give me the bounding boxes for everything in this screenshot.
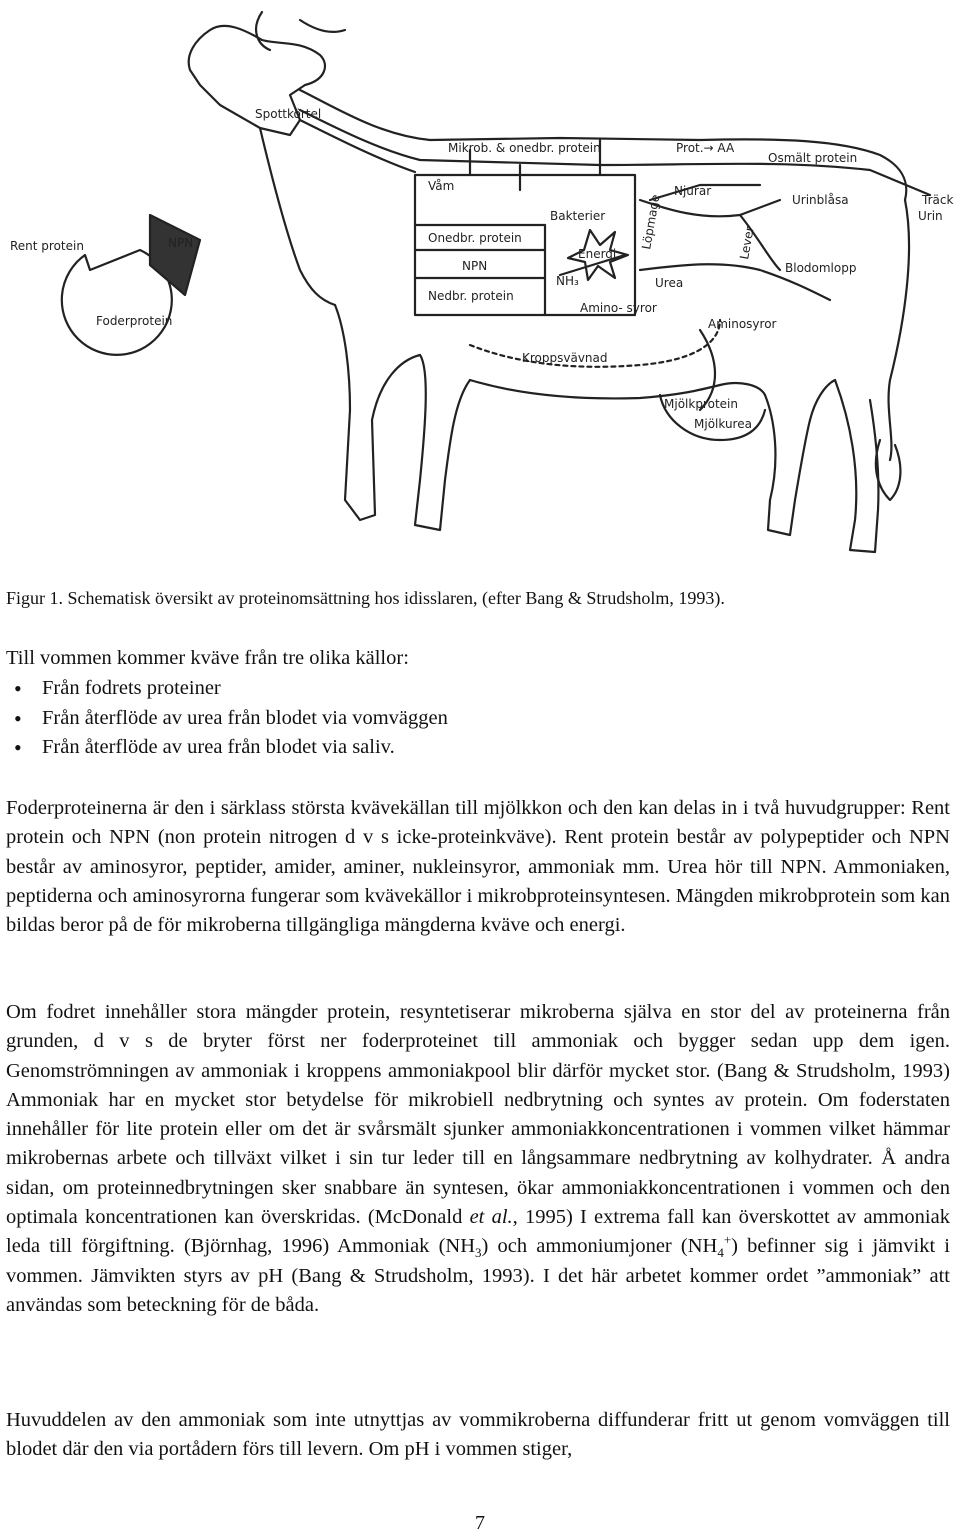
p2-text-b: , 1995) I extrema fall kan överskottet av ammoniak leda till förgiftning. (Björnhag, 1996) Ammoniak (NH	[6, 1206, 950, 1258]
p2-etal: et al.	[469, 1206, 513, 1229]
list-item: • Från återflöde av urea från blodet via saliv.	[6, 733, 448, 763]
label-npn: NPN	[462, 259, 488, 273]
horn-left	[256, 12, 270, 50]
label-nedbr: Nedbr. protein	[428, 289, 514, 303]
label-blodomlopp: Blodomlopp	[785, 261, 857, 275]
label-onedbr: Onedbr. protein	[428, 231, 522, 245]
cow-back	[300, 90, 906, 200]
cow-belly	[470, 380, 720, 398]
paragraph-foderprotein: Foderproteinerna är den i särklass största kvävekällan till mjölkkon och den kan delas in i två huvudgrupper: Rent protein och NPN (non protein nitrogen d v s icke-proteinkväve). Rent protein består av polypeptider och NPN består av aminosyror, peptider, amider, aminer, nukleinsyror, ammoniak mm. Urea hör till NPN. Ammoniaken, peptiderna och aminosyrorna fungerar som kvävekällor i mikrobproteinsyntesen. Mängden mikrobprotein som kan bildas beror på de för mikroberna tillgängliga mängderna kväve och energi.	[6, 797, 950, 937]
label-npn-pie: NPN	[168, 236, 194, 250]
p2-sub3: 3	[475, 1245, 482, 1261]
label-energi: Energi	[578, 247, 617, 261]
pie-npn-slice	[150, 215, 200, 295]
label-urin: Urin	[918, 209, 943, 223]
label-track: Träck	[922, 193, 954, 207]
page-number: 7	[475, 1512, 485, 1534]
hind-leg-left	[765, 395, 810, 535]
label-osmalt: Osmält protein	[768, 151, 858, 165]
label-vam: Våm	[428, 179, 455, 193]
paragraph-ammoniak	[6, 998, 950, 1320]
p2-text-a: Om fodret innehåller stora mängder protein, resyntetiserar mikroberna själva en stor del av proteinerna från grunden, d v s de bryter först ner foderproteinet till ammoniak och bygger sedan upp dem igen. Genomströmningen av ammoniak i kroppens ammoniakpool blir därför mycket stor. (Bang & Strudsholm, 1993) Ammoniak har en mycket stor betydelse för mikrobiell nedbrytning och syntes av protein. Om foderstaten innehåller för lite protein eller om det är svårsmält sjunker ammoniakkoncentrationen i vommen vilket hämmar mikrobernas arbete och tillväxt vilket i sin tur leder till en långsammare nedbrytning av kolhydrater. Å andra sidan, om proteinnedbrytningen sker snabbare än syntesen, ökar ammoniakkoncentrationen i vommen och den optimala koncentrationen kan överskridas. (McDonald	[6, 1001, 950, 1229]
label-mjolkprotein: Mjölkprotein	[664, 397, 738, 411]
label-urinblasa: Urinblåsa	[792, 193, 849, 207]
intro-text: Till vommen kommer kväve från tre olika källor:	[6, 647, 409, 669]
paragraph-huvuddelen: Huvuddelen av den ammoniak som inte utnyttjas av vommikroberna diffunderar fritt ut genom vomväggen till blodet där den via portådern förs till levern. Om pH i vommen stiger,	[6, 1409, 950, 1461]
label-lever: Lever	[737, 225, 757, 261]
label-mikrob: Mikrob. & onedbr. protein	[448, 141, 601, 155]
label-mjolkurea: Mjölkurea	[694, 417, 752, 431]
p2-text-d: ) befinner sig i jämvikt i vommen. Jämvikten styrs av pH (Bang & Strudsholm, 1993). I det här arbetet kommer ordet ”ammoniak” att användas som beteckning för de båda.	[6, 1235, 950, 1316]
horn-right	[300, 20, 345, 32]
hind-leg-right	[835, 380, 878, 552]
label-spottkortel: Spottkörtel	[255, 107, 322, 121]
source-list	[6, 674, 448, 763]
p2-text-c: ) och ammoniumjoner (NH	[481, 1235, 718, 1258]
front-leg-left	[335, 305, 420, 520]
label-njurar: Njurar	[674, 184, 712, 198]
tail-tuft	[876, 440, 901, 500]
figure-caption: Figur 1. Schematisk översikt av proteinomsättning hos idisslaren, (efter Bang & Strudsholm, 1993).	[6, 588, 725, 608]
label-nh3: NH₃	[556, 274, 579, 288]
label-urea: Urea	[655, 276, 684, 290]
cow-tail	[889, 200, 909, 460]
p2-sub4: 4	[717, 1245, 724, 1261]
cow-diagram-svg	[0, 0, 960, 570]
label-rent-protein: Rent protein	[10, 239, 84, 253]
p2-sup: +	[723, 1232, 732, 1248]
cow-protein-diagram	[0, 0, 960, 570]
list-item: • Från fodrets proteiner	[6, 674, 448, 704]
label-bakterier: Bakterier	[550, 209, 606, 223]
label-aminosyror-box: Amino- syror	[580, 301, 657, 315]
oesophagus	[300, 120, 415, 172]
label-kroppsvavnad: Kroppsvävnad	[522, 351, 608, 365]
label-lopmage: Löpmage	[639, 193, 663, 251]
list-item: • Från återflöde av urea från blodet via vomväggen	[6, 704, 448, 734]
belly-rear	[720, 383, 765, 395]
front-leg-right	[415, 355, 470, 530]
label-prot-aa: Prot.→ AA	[676, 141, 735, 155]
label-aminosyror: Aminosyror	[708, 317, 777, 331]
cow-neck-under	[260, 128, 335, 305]
label-foderprotein: Foderprotein	[96, 314, 173, 328]
flank	[810, 380, 835, 420]
